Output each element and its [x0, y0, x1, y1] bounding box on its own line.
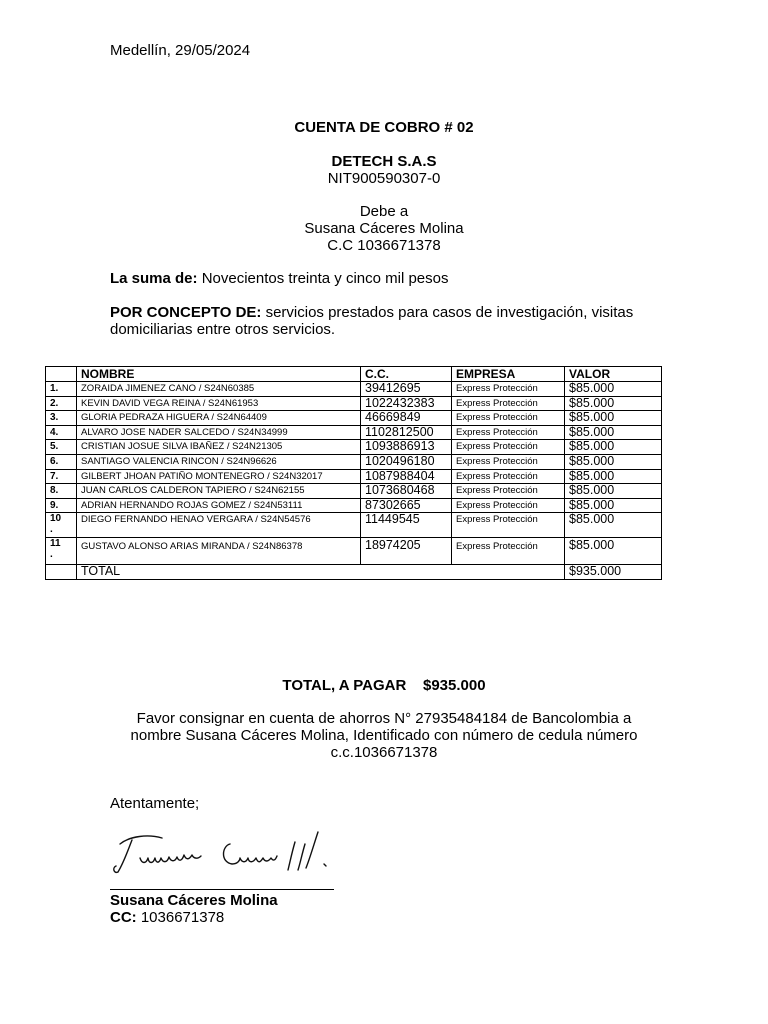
row-value: $85.000 — [565, 454, 662, 469]
row-value: $85.000 — [565, 382, 662, 397]
owes-to-label: Debe a — [359, 203, 409, 220]
row-cc: 1093886913 — [361, 440, 452, 455]
header-company: EMPRESA — [452, 367, 565, 382]
total-label: TOTAL — [77, 565, 565, 580]
row-value: $85.000 — [565, 484, 662, 499]
row-cc: 18974205 — [361, 538, 452, 565]
signer-name: Susana Cáceres Molina — [110, 892, 278, 909]
table-row — [46, 484, 662, 499]
handwritten-signature-text: Susana Cáceres M. — [228, 880, 237, 881]
row-value: $85.000 — [565, 538, 662, 565]
signer-cc-value: 1036671378 — [140, 909, 225, 926]
company-nit: NIT900590307-0 — [327, 170, 441, 187]
total-value: $935.000 — [565, 565, 662, 580]
row-company: Express Protección — [452, 411, 565, 426]
closing-salutation: Atentamente; — [110, 795, 200, 812]
concept-label: POR CONCEPTO DE: — [110, 304, 262, 321]
row-company: Express Protección — [452, 425, 565, 440]
header-name: NOMBRE — [77, 367, 361, 382]
row-number: 11 . — [46, 538, 77, 565]
row-name: GUSTAVO ALONSO ARIAS MIRANDA / S24N86378 — [77, 538, 361, 565]
table-row — [46, 513, 662, 538]
row-value: $85.000 — [565, 396, 662, 411]
signer-cc — [110, 909, 224, 926]
row-number: 4. — [46, 425, 77, 440]
row-name: GLORIA PEDRAZA HIGUERA / S24N64409 — [77, 411, 361, 426]
payee-cc: C.C 1036671378 — [327, 237, 441, 254]
table-row — [46, 454, 662, 469]
amount-to-pay — [0, 677, 768, 694]
row-number: 9. — [46, 498, 77, 513]
header-value: VALOR — [565, 367, 662, 382]
payment-instructions: Favor consignar en cuenta de ahorros N° 27935484184 de Bancolombia a nombre Susana Cáceres Molina, Identificado con número de cedula número c.c.1036671378 — [130, 710, 638, 761]
sum-line — [110, 270, 670, 287]
row-value: $85.000 — [565, 498, 662, 513]
table-row — [46, 469, 662, 484]
concept-paragraph — [110, 304, 670, 338]
header-cc: C.C. — [361, 367, 452, 382]
items-table — [45, 366, 662, 580]
signature-line — [110, 889, 334, 890]
row-company: Express Protección — [452, 484, 565, 499]
row-cc: 87302665 — [361, 498, 452, 513]
row-name: DIEGO FERNANDO HENAO VERGARA / S24N54576 — [77, 513, 361, 538]
document-title: CUENTA DE COBRO # 02 — [294, 119, 474, 136]
table-row — [46, 396, 662, 411]
row-company: Express Protección — [452, 469, 565, 484]
total-blank-cell — [46, 565, 77, 580]
row-name: ADRIAN HERNANDO ROJAS GOMEZ / S24N53111 — [77, 498, 361, 513]
sum-label: La suma de: — [110, 270, 198, 287]
header-number — [46, 367, 77, 382]
row-name: SANTIAGO VALENCIA RINCON / S24N96626 — [77, 454, 361, 469]
signer-cc-label: CC: — [110, 909, 137, 926]
row-company: Express Protección — [452, 440, 565, 455]
row-cc: 11449545 — [361, 513, 452, 538]
row-number: 3. — [46, 411, 77, 426]
row-cc: 1020496180 — [361, 454, 452, 469]
row-company: Express Protección — [452, 454, 565, 469]
sum-text: Novecientos treinta y cinco mil pesos — [201, 270, 449, 287]
table-row — [46, 425, 662, 440]
row-cc: 1087988404 — [361, 469, 452, 484]
row-name: CRISTIAN JOSUE SILVA IBAÑEZ / S24N21305 — [77, 440, 361, 455]
table-header-row — [46, 367, 662, 382]
table-row — [46, 440, 662, 455]
row-number: 7. — [46, 469, 77, 484]
handwritten-signature — [110, 824, 346, 882]
amount-to-pay-value: $935.000 — [422, 677, 486, 694]
row-number: 1. — [46, 382, 77, 397]
row-cc: 46669849 — [361, 411, 452, 426]
table-row — [46, 411, 662, 426]
payee-name: Susana Cáceres Molina — [304, 220, 464, 237]
row-company: Express Protección — [452, 513, 565, 538]
row-company: Express Protección — [452, 538, 565, 565]
table-row — [46, 382, 662, 397]
row-name: ALVARO JOSE NADER SALCEDO / S24N34999 — [77, 425, 361, 440]
city-date: Medellín, 29/05/2024 — [110, 42, 251, 59]
table-row — [46, 498, 662, 513]
concept-text: servicios prestados para casos de investigación, visitas domiciliarias entre otros servicios. — [110, 304, 634, 338]
row-cc: 1102812500 — [361, 425, 452, 440]
company-name: DETECH S.A.S — [331, 153, 437, 170]
row-number: 6. — [46, 454, 77, 469]
row-number: 2. — [46, 396, 77, 411]
row-name: GILBERT JHOAN PATIÑO MONTENEGRO / S24N32017 — [77, 469, 361, 484]
row-number: 5. — [46, 440, 77, 455]
row-name: JUAN CARLOS CALDERON TAPIERO / S24N62155 — [77, 484, 361, 499]
row-cc: 39412695 — [361, 382, 452, 397]
row-value: $85.000 — [565, 411, 662, 426]
table-total-row — [46, 565, 662, 580]
row-number: 10 . — [46, 513, 77, 538]
amount-to-pay-label: TOTAL, A PAGAR — [282, 677, 407, 694]
row-company: Express Protección — [452, 396, 565, 411]
row-value: $85.000 — [565, 425, 662, 440]
row-value: $85.000 — [565, 440, 662, 455]
row-name: KEVIN DAVID VEGA REINA / S24N61953 — [77, 396, 361, 411]
row-name: ZORAIDA JIMENEZ CANO / S24N60385 — [77, 382, 361, 397]
row-company: Express Protección — [452, 498, 565, 513]
row-cc: 1022432383 — [361, 396, 452, 411]
row-cc: 1073680468 — [361, 484, 452, 499]
row-number: 8. — [46, 484, 77, 499]
table-row — [46, 538, 662, 565]
row-value: $85.000 — [565, 469, 662, 484]
row-company: Express Protección — [452, 382, 565, 397]
row-value: $85.000 — [565, 513, 662, 538]
